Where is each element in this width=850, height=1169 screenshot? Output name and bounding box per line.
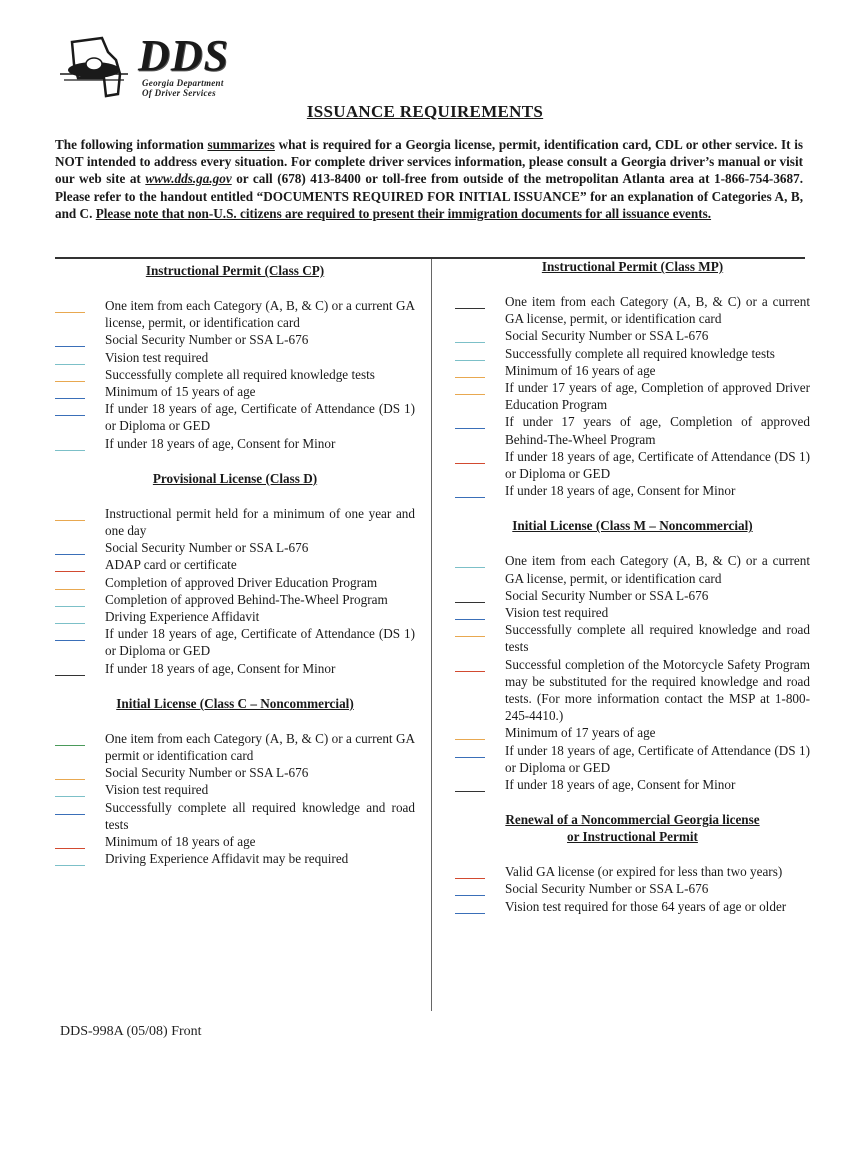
checkoff-blank[interactable] bbox=[55, 450, 85, 451]
right-column bbox=[455, 258, 810, 933]
requirement-item bbox=[55, 764, 415, 781]
logo-subtitle bbox=[142, 78, 224, 98]
requirement-item bbox=[455, 621, 810, 655]
intro-immigration-note: Please note that non-U.S. citizens are required to present their immigration documents for all issuance events. bbox=[95, 205, 712, 221]
requirement-item bbox=[455, 413, 810, 447]
checkoff-blank[interactable] bbox=[55, 606, 85, 607]
requirement-item bbox=[55, 349, 415, 366]
requirement-item bbox=[455, 482, 810, 499]
requirement-item bbox=[455, 345, 810, 362]
checkoff-blank[interactable] bbox=[455, 757, 485, 758]
left-column bbox=[55, 262, 415, 885]
checkoff-blank[interactable] bbox=[55, 640, 85, 641]
requirement-item bbox=[55, 781, 415, 798]
requirement-text: If under 18 years of age, Certificate of Attendance (DS 1) or Diploma or GED bbox=[505, 742, 810, 775]
requirement-text: One item from each Category (A, B, & C) or a current GA permit or identification card bbox=[105, 730, 415, 764]
logo-subtitle-line1: Georgia Department bbox=[142, 78, 224, 88]
checkoff-blank[interactable] bbox=[55, 865, 85, 866]
requirement-item bbox=[455, 880, 810, 897]
requirement-text: Social Security Number or SSA L-676 bbox=[105, 332, 309, 348]
requirement-text: Minimum of 18 years of age bbox=[105, 834, 256, 850]
section-heading bbox=[55, 470, 415, 487]
checkoff-blank[interactable] bbox=[55, 848, 85, 849]
requirement-item bbox=[55, 799, 415, 833]
requirement-item bbox=[455, 552, 810, 586]
checkoff-blank[interactable] bbox=[55, 312, 85, 313]
checkoff-blank[interactable] bbox=[455, 428, 485, 429]
requirement-item bbox=[55, 435, 415, 452]
logo-subtitle-line2: Of Driver Services bbox=[142, 88, 216, 98]
section-heading-text: Renewal of a Noncommercial Georgia license bbox=[505, 812, 760, 828]
section-heading-text: Provisional License (Class D) bbox=[152, 470, 318, 486]
requirement-item bbox=[55, 833, 415, 850]
requirement-text: If under 18 years of age, Consent for Minor bbox=[105, 435, 336, 451]
requirement-text: Successfully complete all required knowledge tests bbox=[105, 366, 375, 382]
requirement-text: Successfully complete all required knowledge tests bbox=[505, 345, 775, 361]
checkoff-blank[interactable] bbox=[455, 791, 485, 792]
requirement-item bbox=[55, 574, 415, 591]
requirement-text: Minimum of 17 years of age bbox=[505, 725, 656, 741]
requirement-text: Social Security Number or SSA L-676 bbox=[105, 540, 309, 556]
section-heading bbox=[455, 811, 810, 845]
checkoff-blank[interactable] bbox=[55, 364, 85, 365]
requirement-text: ADAP card or certificate bbox=[105, 557, 237, 573]
requirement-text: Social Security Number or SSA L-676 bbox=[505, 881, 709, 897]
requirement-item bbox=[455, 776, 810, 793]
requirement-text: Driving Experience Affidavit bbox=[105, 609, 260, 625]
checkoff-blank[interactable] bbox=[455, 394, 485, 395]
requirement-text: Vision test required bbox=[105, 782, 209, 798]
requirement-item bbox=[455, 604, 810, 621]
checkoff-blank[interactable] bbox=[55, 381, 85, 382]
checkoff-blank[interactable] bbox=[55, 796, 85, 797]
section-heading bbox=[455, 258, 810, 275]
requirement-item bbox=[55, 608, 415, 625]
requirement-list bbox=[55, 297, 415, 452]
requirement-text: Instructional permit held for a minimum of one year and one day bbox=[105, 505, 415, 539]
requirement-item bbox=[455, 898, 810, 915]
requirement-item bbox=[455, 362, 810, 379]
column-divider bbox=[431, 259, 432, 1011]
checkoff-blank[interactable] bbox=[455, 636, 485, 637]
requirement-text: Minimum of 15 years of age bbox=[105, 384, 256, 400]
checkoff-blank[interactable] bbox=[455, 878, 485, 879]
intro-paragraph bbox=[55, 136, 803, 222]
section-heading-text-line2: or Instructional Permit bbox=[567, 829, 698, 845]
checkoff-blank[interactable] bbox=[55, 623, 85, 624]
page-title: ISSUANCE REQUIREMENTS bbox=[306, 102, 544, 121]
intro-text-3: or call (678) 413-8400 or toll-free from outside of the metropolitan Atlanta area at 1-866-754-3687. Please refer to the handout entitled “DOCUMENTS REQUIRED FOR INITIAL ISSUANCE” for an explanation of Categories A, B, and C. bbox=[55, 171, 803, 221]
requirement-text: One item from each Category (A, B, & C) or a current GA license, permit, or identification card bbox=[505, 294, 810, 327]
georgia-driver-icon bbox=[58, 34, 138, 100]
section-heading bbox=[455, 517, 810, 534]
requirement-text: Vision test required for those 64 years of age or older bbox=[505, 898, 787, 914]
requirement-item bbox=[455, 863, 810, 880]
requirement-text: Minimum of 16 years of age bbox=[505, 362, 656, 378]
requirement-text: Social Security Number or SSA L-676 bbox=[505, 587, 709, 603]
checkoff-blank[interactable] bbox=[455, 308, 485, 309]
checkoff-blank[interactable] bbox=[55, 675, 85, 676]
checkoff-blank[interactable] bbox=[55, 571, 85, 572]
requirement-list bbox=[455, 293, 810, 499]
requirement-text: If under 18 years of age, Certificate of Attendance (DS 1) or Diploma or GED bbox=[505, 448, 810, 482]
requirement-text: If under 17 years of age, Completion of approved Driver Education Program bbox=[505, 380, 810, 413]
requirement-item bbox=[455, 742, 810, 776]
requirement-item bbox=[455, 293, 810, 327]
checkoff-blank[interactable] bbox=[455, 497, 485, 498]
requirement-item bbox=[55, 591, 415, 608]
requirement-item bbox=[55, 505, 415, 539]
checkoff-blank[interactable] bbox=[455, 342, 485, 343]
requirement-text: Social Security Number or SSA L-676 bbox=[505, 328, 709, 344]
checkoff-blank[interactable] bbox=[55, 779, 85, 780]
requirement-text: If under 18 years of age, Consent for Minor bbox=[105, 660, 336, 676]
intro-summarizes: summarizes bbox=[207, 137, 275, 152]
checkoff-blank[interactable] bbox=[455, 463, 485, 464]
intro-text-2: what is required for a Georgia license, permit, identification card, CDL or other service. It is NOT intended to address every situation. For complete driver services information, please consult a Georgia driver’s manual or visit our web site at bbox=[55, 137, 804, 187]
website-link[interactable]: www.dds.ga.gov bbox=[145, 171, 232, 187]
requirement-list bbox=[455, 552, 810, 793]
requirement-text: Driving Experience Affidavit may be required bbox=[105, 851, 349, 867]
checkoff-blank[interactable] bbox=[55, 346, 85, 347]
checkoff-blank[interactable] bbox=[55, 520, 85, 521]
checkoff-blank[interactable] bbox=[455, 619, 485, 620]
requirement-item bbox=[455, 327, 810, 344]
checkoff-blank[interactable] bbox=[455, 671, 485, 672]
checkoff-blank[interactable] bbox=[455, 567, 485, 568]
requirement-item bbox=[55, 625, 415, 659]
requirement-text: Successfully complete all required knowledge and road tests bbox=[505, 622, 810, 655]
checkoff-blank[interactable] bbox=[455, 602, 485, 603]
checkoff-blank[interactable] bbox=[55, 589, 85, 590]
requirement-text: One item from each Category (A, B, & C) or a current GA license, permit, or identification card bbox=[105, 298, 415, 331]
requirement-item bbox=[55, 383, 415, 400]
checkoff-blank[interactable] bbox=[455, 377, 485, 378]
requirement-text: If under 18 years of age, Consent for Minor bbox=[505, 777, 736, 793]
requirement-item bbox=[55, 660, 415, 677]
requirement-list bbox=[455, 863, 810, 915]
requirement-text: Successful completion of the Motorcycle Safety Program may be substituted for the required knowledge and road tests. (For more information contact the MSP at 1-800-245-4410.) bbox=[505, 656, 810, 724]
requirement-item bbox=[55, 850, 415, 867]
form-number: DDS-998A (05/08) Front bbox=[60, 1024, 202, 1039]
requirement-item bbox=[55, 556, 415, 573]
requirement-item bbox=[55, 297, 415, 331]
section-heading-text: Instructional Permit (Class CP) bbox=[145, 263, 325, 278]
checkoff-blank[interactable] bbox=[55, 814, 85, 815]
requirement-text: Vision test required bbox=[505, 605, 609, 621]
requirement-item bbox=[455, 656, 810, 725]
requirement-text: One item from each Category (A, B, & C) or a current GA license, permit, or identification card bbox=[505, 553, 810, 586]
requirement-text: If under 18 years of age, Consent for Minor bbox=[505, 483, 736, 499]
requirement-list bbox=[55, 505, 415, 677]
requirement-item bbox=[455, 379, 810, 413]
logo-wordmark: DDS bbox=[138, 31, 230, 80]
requirement-item bbox=[55, 400, 415, 434]
requirement-item bbox=[55, 539, 415, 556]
requirement-item bbox=[455, 724, 810, 741]
section-heading-text: Initial License (Class M – Noncommercial) bbox=[512, 518, 753, 534]
requirement-text: Completion of approved Behind-The-Wheel Program bbox=[105, 591, 388, 607]
section-heading bbox=[55, 262, 415, 279]
requirement-text: Social Security Number or SSA L-676 bbox=[105, 765, 309, 781]
requirement-text: Vision test required bbox=[105, 349, 209, 365]
checkoff-blank[interactable] bbox=[455, 895, 485, 896]
section-heading bbox=[55, 695, 415, 712]
requirement-item bbox=[455, 587, 810, 604]
requirement-text: Valid GA license (or expired for less than two years) bbox=[505, 864, 783, 880]
checkoff-blank[interactable] bbox=[455, 739, 485, 740]
checkoff-blank[interactable] bbox=[455, 360, 485, 361]
checkoff-blank[interactable] bbox=[55, 398, 85, 399]
checkoff-blank[interactable] bbox=[55, 415, 85, 416]
intro-text-1: The following information bbox=[55, 137, 208, 152]
requirement-item bbox=[55, 366, 415, 383]
requirement-text: Completion of approved Driver Education Program bbox=[105, 574, 378, 590]
requirement-item bbox=[55, 331, 415, 348]
requirement-text: If under 18 years of age, Certificate of Attendance (DS 1) or Diploma or GED bbox=[105, 626, 415, 659]
section-heading-text: Instructional Permit (Class MP) bbox=[541, 259, 724, 274]
section-heading-text: Initial License (Class C – Noncommercial) bbox=[116, 695, 354, 711]
requirement-item bbox=[455, 448, 810, 482]
checkoff-blank[interactable] bbox=[55, 554, 85, 555]
requirement-list bbox=[55, 730, 415, 868]
dds-logo bbox=[58, 31, 258, 100]
requirement-item bbox=[55, 730, 415, 764]
checkoff-blank[interactable] bbox=[55, 745, 85, 746]
requirement-text: If under 18 years of age, Certificate of Attendance (DS 1) or Diploma or GED bbox=[105, 401, 415, 434]
requirement-text: Successfully complete all required knowledge and road tests bbox=[105, 799, 415, 832]
requirement-text: If under 17 years of age, Completion of approved Behind-The-Wheel Program bbox=[505, 414, 810, 447]
checkoff-blank[interactable] bbox=[455, 913, 485, 914]
